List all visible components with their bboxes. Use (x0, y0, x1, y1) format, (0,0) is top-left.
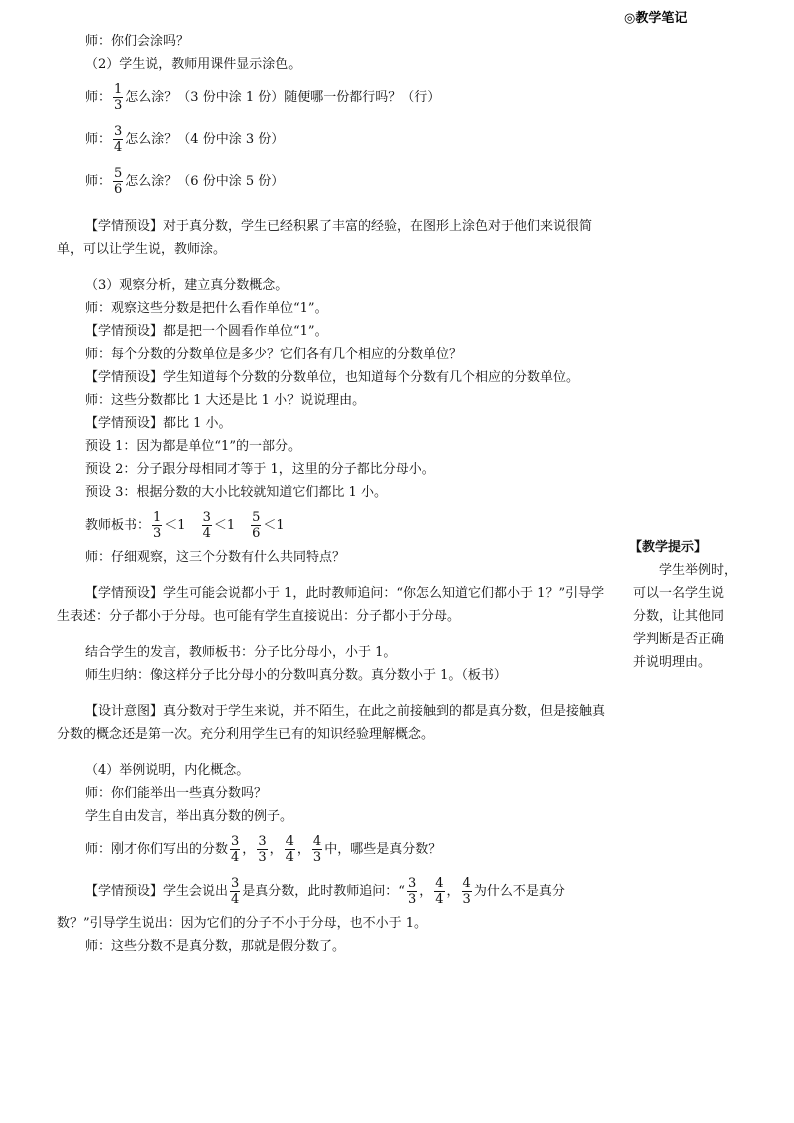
less-than-one: ＜1 (263, 517, 285, 533)
text-line: 预设 1：因为都是单位“1”的一部分。 (85, 439, 301, 454)
answer-fraction-4-4 (434, 877, 444, 906)
speaker-label: 师： (85, 131, 112, 147)
question-text: 中，哪些是真分数？ (324, 841, 442, 857)
answer-fraction-3-3 (407, 877, 417, 906)
text-line: 师：观察这些分数是把什么看作单位“1”。 (85, 301, 328, 316)
teaching-tip-sidebar (629, 536, 743, 674)
text-line: （4）举例说明，内化概念。 (85, 763, 250, 778)
separator: ， (419, 883, 433, 899)
text-line: 师：你们会涂吗？ (85, 34, 190, 49)
board-fraction-1-3 (152, 511, 162, 540)
separator: ， (269, 841, 283, 857)
fraction-text: 怎么涂？（4 份中涂 3 份） (125, 131, 285, 147)
paragraph-preset-1: 【学情预设】对于真分数，学生已经积累了丰富的经验，在图形上涂色对于他们来说很简单，可以让学生说，教师涂。 (57, 219, 593, 257)
speaker-label: 师： (85, 89, 112, 105)
sidebar-line: 并说明理由。 (633, 655, 712, 670)
question-fraction-4-4 (285, 835, 295, 864)
numerator: 4 (435, 875, 444, 891)
denominator: 3 (407, 891, 417, 907)
numerator: 3 (202, 509, 211, 525)
sidebar-line: 可以一名学生说 (633, 586, 725, 601)
denominator: 3 (258, 849, 267, 865)
fraction-text: 怎么涂？（6 份中涂 5 份） (125, 173, 285, 189)
denominator: 3 (462, 891, 471, 907)
fraction-line-3 (57, 160, 613, 202)
sidebar-title: 【教学提示】 (629, 540, 708, 555)
paragraph-preset-2: 【学情预设】学生可能会说都小于 1，此时教师追问：“你怎么知道它们都小于 1？”引导学生表述：分子都小于分母。也可能有学生直接说出：分子都小于分母。 (57, 586, 605, 624)
fraction-line-1 (57, 76, 613, 118)
answer-line (57, 870, 613, 912)
answer-text: 是真分数，此时教师追问：“ (242, 883, 405, 899)
sidebar-line: 分数，让其他同 (633, 609, 725, 624)
denominator: 3 (114, 97, 123, 113)
denominator: 6 (252, 525, 261, 541)
denominator: 3 (153, 525, 162, 541)
numerator: 3 (231, 875, 240, 891)
text-line: 师：这些分数不是真分数，那就是假分数了。 (85, 939, 346, 954)
sidebar-line: 学生举例时， (659, 563, 738, 578)
less-than-one: ＜1 (213, 517, 236, 533)
numerator: 3 (258, 833, 267, 849)
numerator: 1 (153, 509, 162, 525)
text-line: 师：你们能举出一些真分数吗？ (85, 786, 268, 801)
separator: ， (296, 841, 310, 857)
separator: ， (446, 883, 460, 899)
board-line (57, 504, 613, 546)
header-mark: ◎教学笔记 (624, 11, 688, 26)
sidebar-line: 学判断是否正确 (633, 632, 725, 647)
numerator: 3 (114, 123, 123, 139)
denominator: 3 (312, 849, 322, 865)
fraction-line-2 (57, 118, 613, 160)
numerator: 3 (231, 833, 240, 849)
text-line: 数？”引导学生说出：因为它们的分子不小于分母，也不小于 1。 (57, 916, 428, 931)
question-fraction-3-3 (257, 835, 267, 864)
text-line: 学生自由发言，举出真分数的例子。 (85, 809, 294, 824)
denominator: 6 (114, 181, 123, 197)
text-line: 【学情预设】都比 1 小。 (85, 416, 232, 431)
text-line: 师：这些分数都比 1 大还是比 1 小？说说理由。 (85, 393, 366, 408)
answer-fraction-4-3 (462, 877, 472, 906)
text-line: 预设 3：根据分数的大小比较就知道它们都比 1 小。 (85, 485, 387, 500)
speaker-label: 师： (85, 173, 112, 189)
numerator: 3 (407, 875, 417, 891)
main-content (57, 30, 613, 958)
denominator: 4 (114, 139, 123, 155)
fraction-text: 怎么涂？（3 份中涂 1 份）随便哪一份都行吗？（行） (125, 89, 441, 105)
text-line: （2）学生说，教师用课件显示涂色。 (85, 57, 302, 72)
text-line: 预设 2：分子跟分母相同才等于 1，这里的分子都比分母小。 (85, 462, 435, 477)
denominator: 4 (231, 891, 240, 907)
board-fraction-3-4 (202, 511, 212, 540)
less-than-one: ＜1 (164, 517, 186, 533)
fraction-1-3 (113, 83, 123, 112)
numerator: 5 (114, 165, 123, 181)
fraction-5-6 (113, 167, 123, 196)
numerator: 5 (252, 509, 261, 525)
separator: ， (242, 841, 256, 857)
text-line: 结合学生的发言，教师板书：分子比分母小，小于 1。 (85, 645, 397, 660)
numerator: 4 (312, 833, 322, 849)
answer-fraction-3-4 (230, 877, 240, 906)
numerator: 4 (462, 875, 471, 891)
question-fraction-4-3 (312, 835, 322, 864)
question-fraction-3-4 (230, 835, 240, 864)
text-line: 师生归纳：像这样分子比分母小的分数叫真分数。真分数小于 1。（板书） (85, 668, 507, 683)
denominator: 4 (231, 849, 240, 865)
question-line (57, 828, 613, 870)
denominator: 4 (202, 525, 211, 541)
board-label: 教师板书： (85, 517, 151, 533)
denominator: 4 (285, 849, 294, 865)
text-line: 【学情预设】学生知道每个分数的分数单位，也知道每个分数有几个相应的分数单位。 (85, 370, 580, 385)
answer-text: 为什么不是真分 (473, 883, 565, 899)
answer-text: 【学情预设】学生会说出 (85, 883, 229, 899)
text-line: 【学情预设】都是把一个圆看作单位“1”。 (85, 324, 328, 339)
numerator: 1 (114, 81, 123, 97)
text-line: 师：每个分数的分数单位是多少？它们各有几个相应的分数单位？ (85, 347, 463, 362)
board-fraction-5-6 (251, 511, 261, 540)
paragraph-design-intent: 【设计意图】真分数对于学生来说，并不陌生，在此之前接触到的都是真分数，但是接触真分数的概念还是第一次。充分利用学生已有的知识经验理解概念。 (57, 704, 606, 742)
numerator: 4 (285, 833, 294, 849)
denominator: 4 (435, 891, 444, 907)
question-text: 师：刚才你们写出的分数 (85, 841, 229, 857)
text-line: 师：仔细观察，这三个分数有什么共同特点？ (85, 550, 346, 565)
fraction-3-4 (113, 125, 123, 154)
text-line: （3）观察分析，建立真分数概念。 (85, 278, 289, 293)
